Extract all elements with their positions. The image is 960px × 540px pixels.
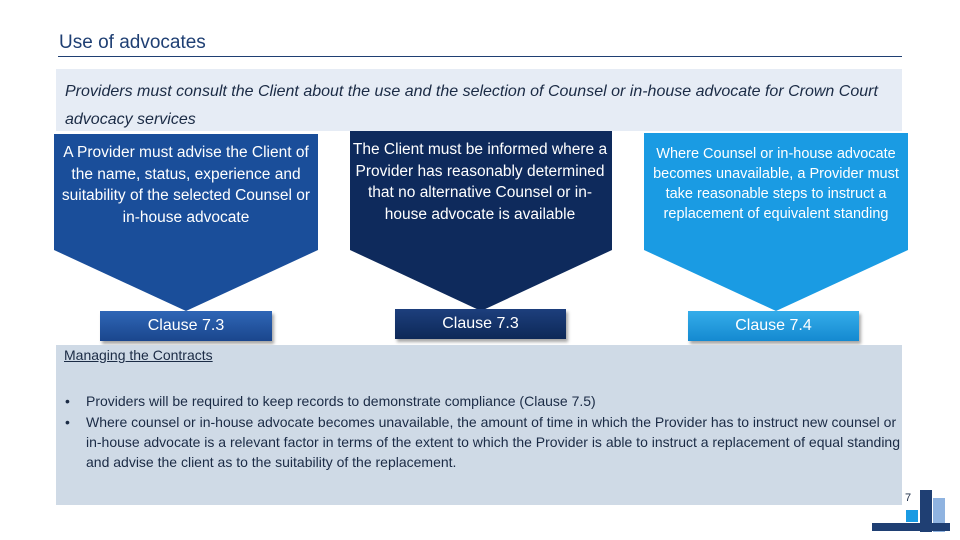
list-item [62,412,902,472]
clause-label-3: Clause 7.4 [688,311,859,341]
clause-label-1: Clause 7.3 [100,311,272,341]
managing-heading: Managing the Contracts [64,347,213,363]
page-number: 7 [905,492,912,504]
intro-text: Providers must consult the Client about the use and the selection of Counsel or in-house advocate for Crown Court advocacy services [65,83,878,128]
arrow-2-text: The Client must be informed where a Provider has reasonably determined that no alternative Counsel or in-house advocate is available [352,141,608,223]
list-item [62,391,902,411]
managing-bullet-list [62,391,902,473]
bullet-glyph: • [65,414,70,430]
bullet-text-2: Where counsel or in-house advocate becomes unavailable, the amount of time in which the Provider has to instruct new counsel or in-house advocate is a relevant factor in terms of the extent to which the Provider is able to instruct a replacement of equal standing and advise the client as to the suitability of the replacement. [86,414,901,470]
bullet-glyph: • [65,393,70,409]
arrow-3-text: Where Counsel or in-house advocate becomes unavailable, a Provider must take reasonable steps to instruct a replacement of equivalent standing [653,146,899,222]
page-title: Use of advocates [59,32,206,53]
arrow-1-text: A Provider must advise the Client of the name, status, experience and suitability of the selected Counsel or in-house advocate [61,144,311,226]
clause-label-2: Clause 7.3 [395,309,566,339]
bullet-text-1: Providers will be required to keep records to demonstrate compliance (Clause 7.5) [86,393,596,409]
